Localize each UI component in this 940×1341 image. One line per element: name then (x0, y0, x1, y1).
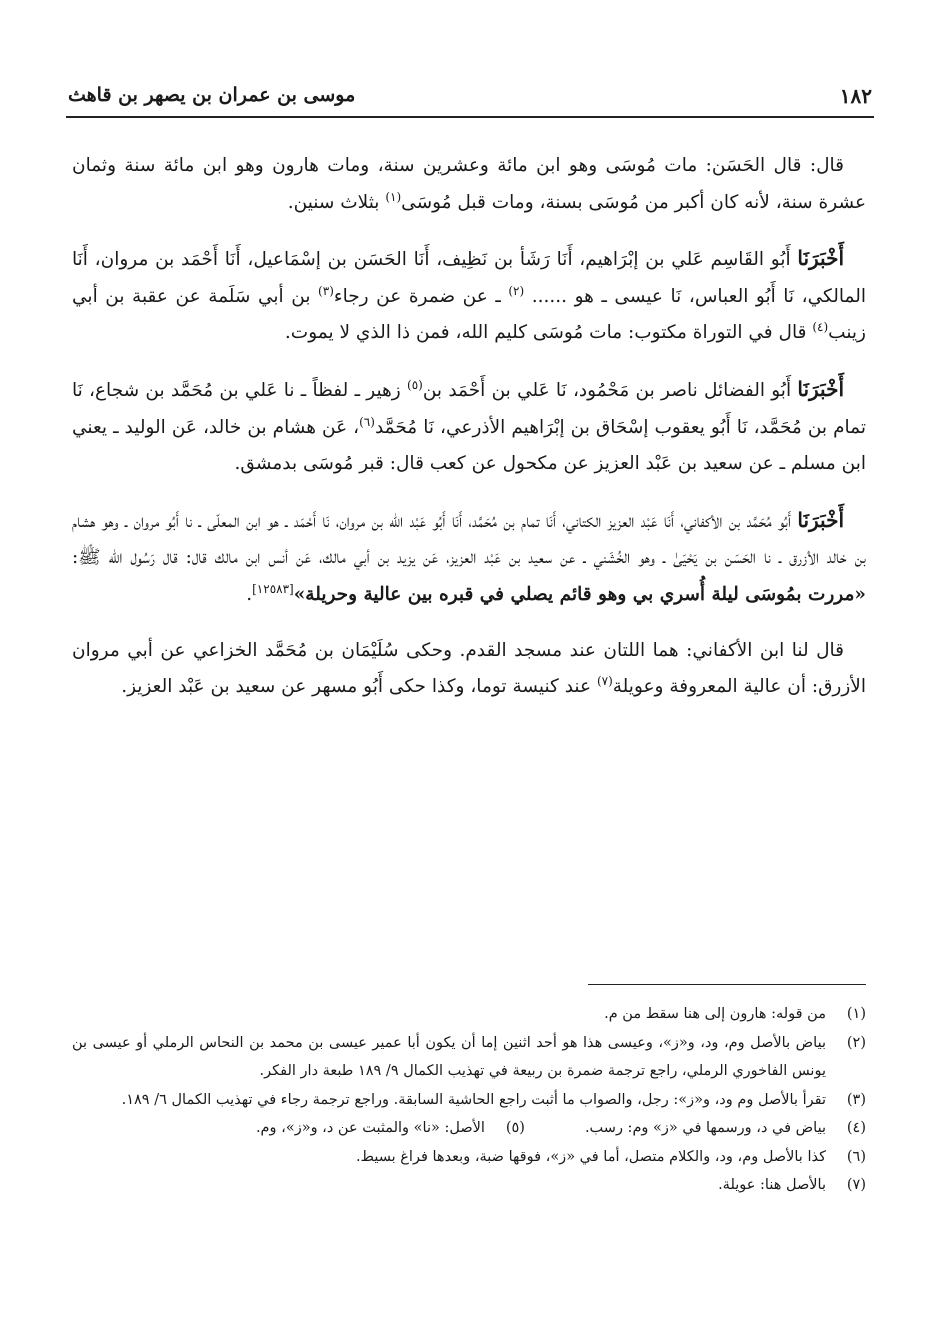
paragraph-text: ، عَن هشام بن خالد، عَن الوليد ـ يعني ابن مسلم ـ عن سعيد بن عَبْد العزيز عن مكحول عن كعب قال: قبر مُوسَى بدمشق. (72, 416, 866, 475)
footnote-5 (256, 1114, 525, 1143)
lead-word: أَخْبَرَنَا (797, 246, 844, 271)
footnote-4 (585, 1114, 866, 1143)
paragraph-text: بن أبي سَلَمة عن عقبة بن أبي زينب (72, 285, 866, 344)
footnote-text: تقرأ بالأصل وم ود، و«ز»: رجل، والصواب ما أثبت راجع الحاشية السابقة. وراجع ترجمة رجاء في تهذيب الكمال ٦/ ١٨٩. (121, 1091, 826, 1108)
footnote-text: بالأصل هنا: عويلة. (718, 1177, 826, 1193)
footnote-7 (72, 1171, 866, 1200)
footnotes (72, 1000, 866, 1200)
footnote-text: الأصل: «نا» والمثبت عن د، و«ز»، وم. (255, 1120, 485, 1136)
footnote-6 (72, 1143, 866, 1172)
paragraph-text: . (246, 583, 253, 605)
footnote-3 (72, 1086, 866, 1115)
footnote-marker: (٢) (508, 283, 525, 298)
footnote-separator (588, 984, 866, 985)
paragraph-5 (72, 633, 866, 706)
footnote-marker: (٧) (596, 673, 613, 688)
footnote-number: (٦) (846, 1148, 866, 1165)
footnote-number: (٧) (846, 1177, 866, 1193)
lead-word: أَخْبَرَنَا (797, 507, 844, 532)
paragraph-text: أَبُو الفضائل ناصر بن مَحْمُود، نَا عَلي بن أَحْمَد بن (422, 379, 798, 401)
footnote-number: (٤) (846, 1120, 866, 1136)
footnote-number: (٢) (846, 1034, 866, 1051)
hadith-quote: «مررت بمُوسَى ليلة أُسري بي وهو قائم يصلي في قبره بين عالية وحريلة» (293, 583, 866, 605)
paragraph-3 (72, 371, 866, 483)
footnote-marker: (٤) (812, 320, 829, 335)
footnote-marker: (٦) (359, 414, 375, 429)
paragraph-1 (72, 148, 866, 221)
footnote-1 (72, 1000, 866, 1029)
paragraph-text: عند كنيسة توما، وكذا حكى أَبُو مسهر عن سعيد بن عَبْد العزيز. (121, 676, 597, 698)
paragraph-2 (72, 240, 866, 352)
footnote-text: كذا بالأصل وم، ود، والكلام متصل، أما في «ز»، فوقها ضبة، وبعدها فراغ بسيط. (355, 1148, 826, 1165)
footnote-number: (١) (846, 1006, 866, 1022)
footnote-number: (٣) (846, 1091, 866, 1108)
main-text (72, 148, 866, 725)
footnote-marker: (١) (385, 189, 402, 204)
footnote-row-4-5 (72, 1114, 866, 1143)
page-header (66, 80, 874, 118)
paragraph-text: زهير ـ لفظاً ـ نا عَلي بن مُحَمَّد بن شجاع، نَا تمام بن مُحَمَّد، نَا أَبُو يعقوب إسْحَاق بن إبْرَاهيم الأذرعي، نَا مُحَمَّد (72, 379, 867, 438)
footnote-text: بياض بالأصل وم، ود، و«ز»، وعيسى هذا هو أحد اثنين إما أن يكون أبا عمير عيسى بن محمد بن النحاس الرملي أو عيسى بن يونس الفاخوري الرملي، راجع ترجمة ضمرة بن ربيعة في تهذيب الكمال ٩/ ١٨٩ طبعة دار الفكر. (72, 1034, 826, 1079)
footnote-marker: (٥) (407, 377, 423, 392)
reference-number: [١٢٥٨٣] (252, 581, 294, 596)
paragraph-text: قال في التوراة مكتوب: مات مُوسَى كليم الله، فمن ذا الذي لا يموت. (284, 322, 813, 344)
page-number: ١٨٢ (839, 84, 872, 108)
footnote-2 (72, 1029, 866, 1086)
paragraph-text: قال لنا ابن الأكفاني: هما اللتان عند مسجد القدم. وحكى سُلَيْمَان بن مُحَمَّد الخزاعي عن أبي مروان الأزرق: أن عالية المعروفة وعويلة (72, 639, 866, 698)
paragraph-text: أَبُو مُحَمَّد بن الأكفاني، أَنَا عَبْد العزيز الكتاني، أَنَا تمام بن مُحَمَّد، أَنَا أَبُو عَبْد الله بن مروان، نَا أَحْمَد ـ هو ابن المعلّى ـ نا أَبُو مروان ـ وهو هشام بن خالد الأزرق ـ نا الحَسَن بن يَحْيَىٰ ـ وهو الخُشَني ـ عن سعيد بن عَبْد العزيز، عَن يزيد بن أبي مالك، عَن أنس ابن مالك قال: قال رَسُول الله ﷺ: (72, 510, 866, 569)
footnote-text: من قوله: هارون إلى هنا سقط من م. (604, 1006, 826, 1022)
paragraph-text: قال: قال الحَسَن: مات مُوسَى وهو ابن مائة وعشرين سنة، ومات هارون وهو ابن مائة سنة وثمان عشرة سنة، لأنه كان أكبر من مُوسَى بسنة، ومات قبل مُوسَى (72, 155, 866, 213)
paragraph-4 (72, 502, 866, 614)
footnote-number: (٥) (505, 1120, 525, 1136)
paragraph-text: بثلاث سنين. (287, 191, 386, 213)
footnote-marker: (٣) (318, 283, 334, 298)
running-title: موسى بن عمران بن يصهر بن قاهث (68, 84, 356, 106)
paragraph-text: أَبُو القَاسِم عَلي بن إبْرَاهيم، أَنَا رَشَأ بن نَظِيف، أَنَا الحَسَن بن إسْمَاعيل، أَنَا أَحْمَد بن مروان، أَنَا المالكي، نَا أَبُو العباس، نَا عيسى ـ هو ...... (72, 249, 866, 307)
lead-word: أَخْبَرَنَا (797, 376, 845, 401)
paragraph-text: ـ عن ضمرة عن رجاء (333, 285, 509, 307)
footnote-text: بياض في د، ورسمها في «ز» وم: رسب. (584, 1120, 826, 1136)
